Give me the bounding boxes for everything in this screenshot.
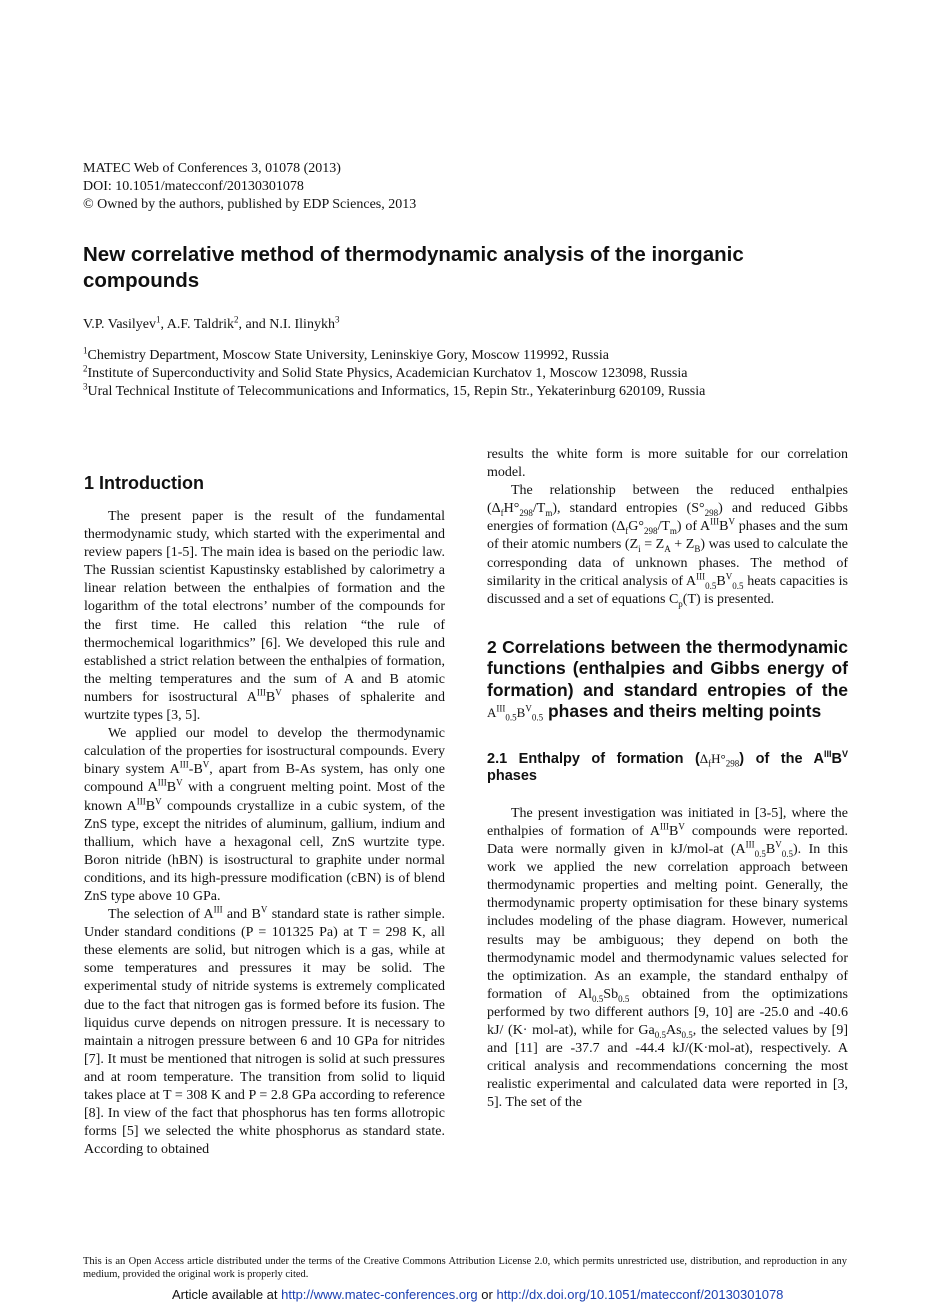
website-link[interactable]: http://www.matec-conferences.org (281, 1287, 478, 1302)
author-name: N.I. Ilinykh (269, 317, 335, 332)
license-notice: This is an Open Access article distributed under the terms of the Creative Commons Attribution License 2.0, which permits unrestricted use, distribution, and reproduction in any medium, provided the original work is properly cited. (83, 1256, 847, 1280)
section-heading: 2 Correlations between the thermodynamic functions (enthalpies and Gibbs energy of formation) and standard entropies of the $A^{III}_{0.5}B^V_{0.5}$ phases and theirs melting points (487, 636, 848, 723)
journal-citation: MATEC Web of Conferences 3, 01078 (2013) (83, 161, 341, 176)
affiliations (83, 347, 705, 401)
right-column (487, 446, 848, 1112)
author-name: V.P. Vasilyev (83, 317, 157, 332)
paragraph: We applied our model to develop the thermodynamic calculation of the properties for isostructural compounds. Every binary system $A^{III}-B^V$, apart from B-As system, has only one compound $A^{III}B^V$ with a congruent melting point. Most of the known $A^{III}B^V$ compounds crystallize in a cubic system, of the ZnS type, except the nitrides of aluminum, gallium, indium and thallium, which have a hexagonal cell, ZnS wurtzite type. Boron nitride (hBN) is isostructural to graphite under normal conditions, and its high-pressure modification (cBN) is of blend ZnS type above 10 GPa. (84, 726, 446, 904)
copyright: © Owned by the authors, published by EDP Sciences, 2013 (83, 197, 417, 212)
doi-link[interactable]: http://dx.doi.org/10.1051/matecconf/20130301078 (496, 1287, 784, 1302)
affiliation: $^2$Institute of Superconductivity and Solid State Physics, Academician Kurchatov 1, Moscow 123098, Russia (83, 363, 688, 381)
paragraph: results the white form is more suitable for our correlation model. (487, 447, 848, 481)
paragraph: The selection of $A^{III}$ and $B^V$ standard state is rather simple. Under standard conditions (P = 101325 Pa) at T = 298 K, all these elements are solid, but nitrogen which is a gas, while at some temperatures and pressures it may be solid. The experimental study of nitride systems is extremely complicated due to the fact that nitrogen gas is formed before its fusion. The liquidus curve depends on nitrogen pressure. It is necessary to maintain a nitrogen pressure between 6 and 10 GPa for nitrides [7]. It must be mentioned that nitrogen is solid at such pressures and at room temperature. The transition from solid to liquid takes place at T = 308 K and P = 2.8 GPa according to reference [8]. In view of the fact that phosphorus has ten forms allotropic forms [5] we selected the white phosphorus as standard state. According to obtained (84, 904, 445, 1158)
left-column (84, 508, 445, 1159)
paragraph: The relationship between the reduced enthalpies $(\Delta_fH^\circ_{298}/T_m)$, standard entropies $(S^\circ_{298})$ and reduced Gibbs energies of formation $(\Delta_fG^\circ_{298}/T_m)$ of $A^{III}B^V$ phases and the sum of their atomic numbers $(Z_i = Z_A + Z_B)$ was used to calculate the corresponding data of unknown phases. The method of similarity in the critical analysis of $A^{III}_{0.5}B^V_{0.5}$ heats capacities is discussed and a set of equations $C_p(T)$ is presented. (487, 483, 849, 609)
paper-title: New correlative method of thermodynamic analysis of the inorganic compounds (83, 243, 744, 292)
paragraph: The present investigation was initiated in [3-5], where the enthalpies of formation of $A^{III}B^V$ compounds were reported. Data were normally given in kJ/mol-at $(A^{III}_{0.5}B^V_{0.5})$. In this work we applied the new correlation approach between thermodynamic properties and melting point. Generally, the thermodynamic property optimisation for these binary systems includes modeling of the phase diagram. However, numerical results may be ambiguous; they depend on both the thermodynamic model and thermodynamic values selected for the optimization. As an example, the standard enthalpy of formation of $Al_{0.5}Sb_{0.5}$ obtained from the optimizations performed by two different authors [9, 10] are -25.0 and -40.6 kJ/ (K· mol-at), while for $Ga_{0.5}As_{0.5}$, the selected values by [9] and [11] are -37.7 and -44.4 kJ/(K·mol-at), respectively. A critical analysis and recommendations concerning the most realistic experimental and calculated data were reported in [3, 5]. The set of the (487, 805, 849, 1111)
journal-header (83, 160, 416, 214)
affiliation: $^1$Chemistry Department, Moscow State University, Leninskiye Gory, Moscow 119992, Russia (83, 345, 609, 363)
doi: DOI: 10.1051/matecconf/20130301078 (83, 179, 304, 194)
section-heading: 1 Introduction (84, 473, 204, 493)
author-name: A.F. Taldrik (166, 317, 235, 332)
author-list: V.P. Vasilyev$^1$, A.F. Taldrik$^2$, and N.I. Ilinykh$^3$ (83, 314, 340, 332)
paragraph: The present paper is the result of the fundamental thermodynamic study, which started with the experimental and review papers [1-5]. The main idea is based on the periodic law. The Russian scientist Kapustinsky established by calorimetry a linear relation between the enthalpies of formation and the logarithm of the total electrons’ number of the compounds for the first time. He called this relation “the rule of thermochemical logarithmics” [6]. We developed this rule and established a strict relation between the enthalpies of formation, the melting temperatures and the sum of A and B atomic numbers for isostructural $A^{III}B^V$ phases of sphalerite and wurtzite types [3, 5]. (84, 509, 445, 724)
subsection-heading: 2.1 Enthalpy of formation $(\Delta_fH^\circ_{298})$ of the $A^{III}B^V$ phases (487, 749, 848, 784)
affiliation: $^3$Ural Technical Institute of Telecommunications and Informatics, 15, Repin Str., Yekaterinburg 620109, Russia (83, 381, 706, 399)
article-availability: Article available at http://www.matec-conferences.org or http://dx.doi.org/10.1051/matecconf/20130301078 (172, 1287, 784, 1302)
